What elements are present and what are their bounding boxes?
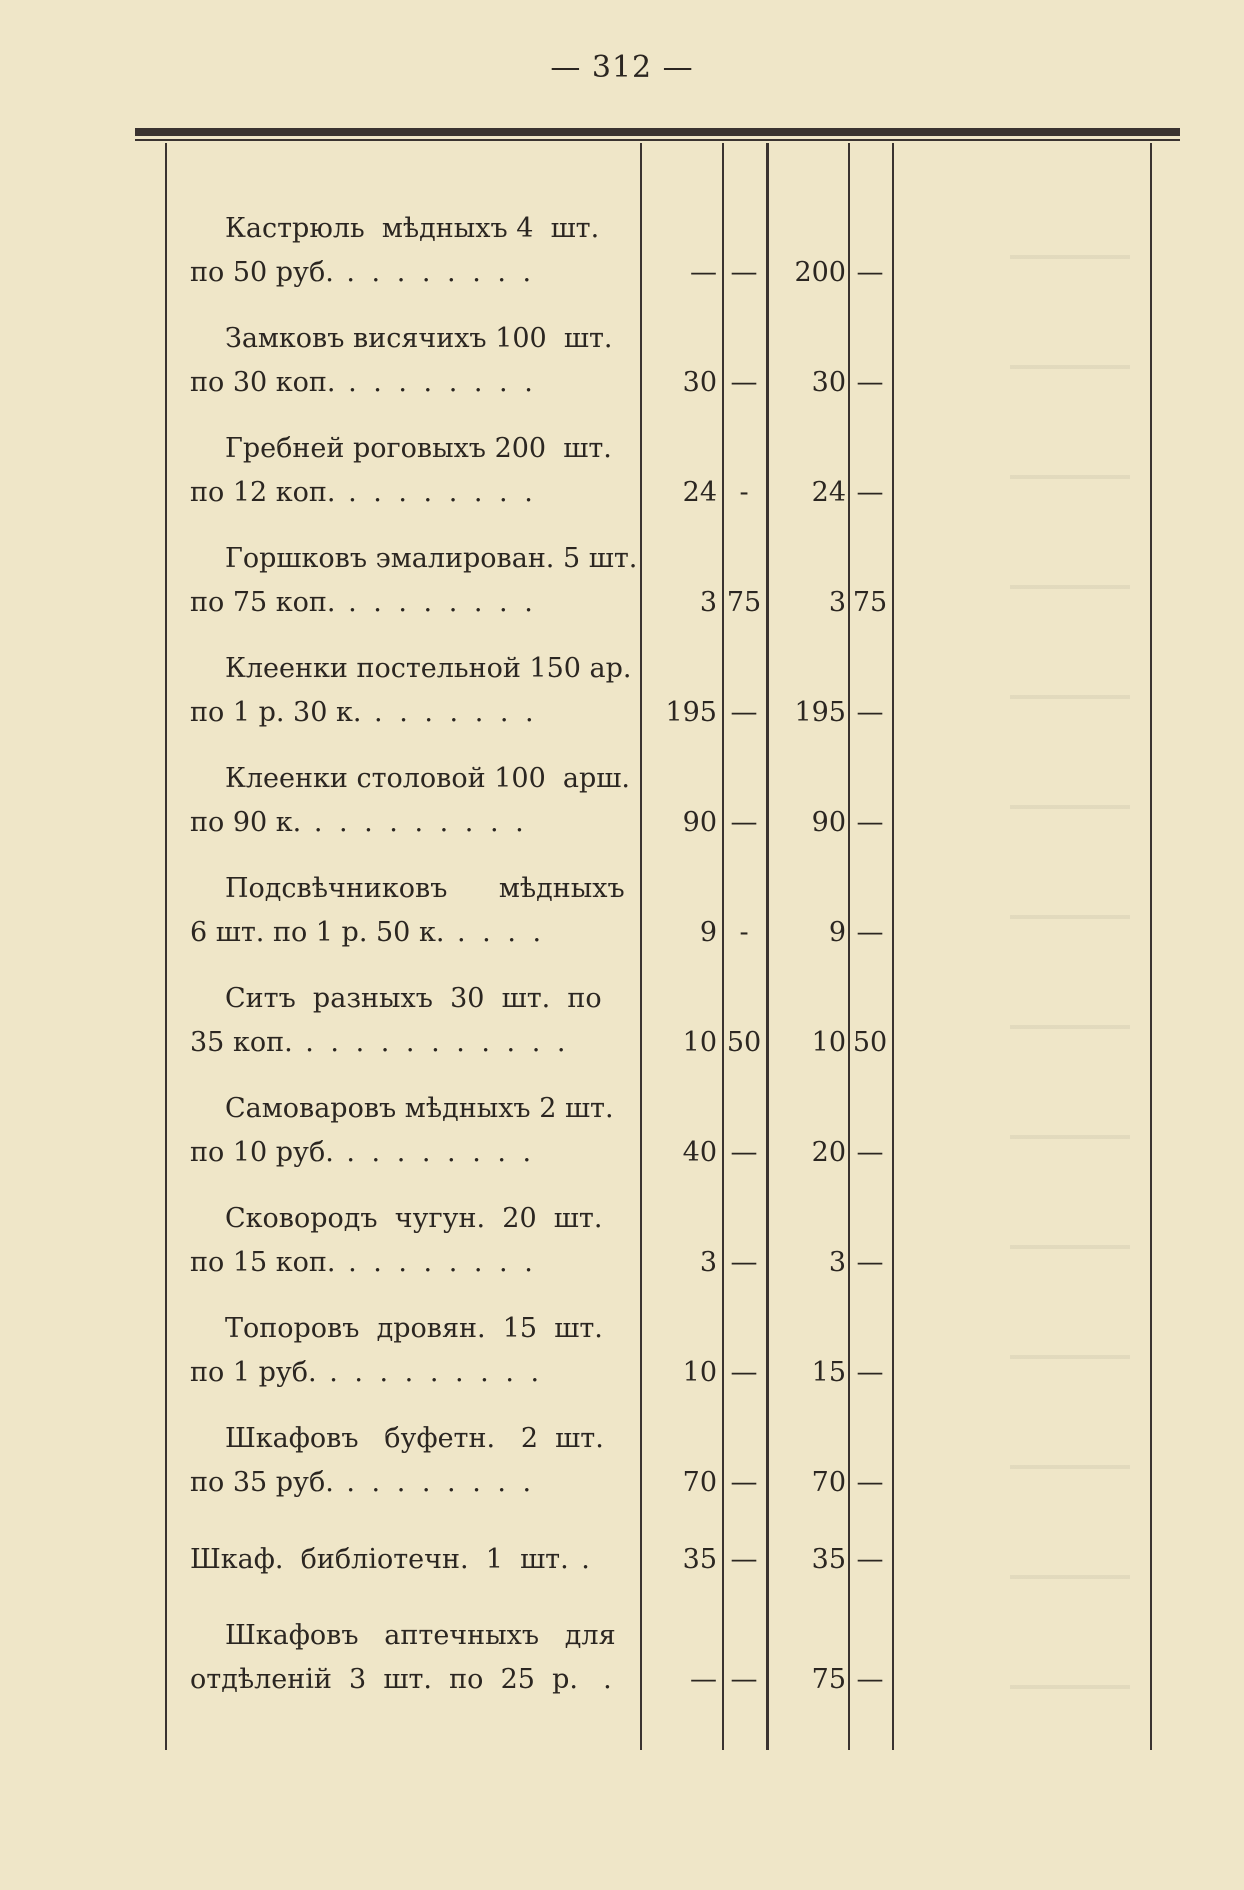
leader-dots: . . . . . . . <box>361 697 538 728</box>
leader-dots: . <box>568 1544 594 1575</box>
entry-description-text: по 12 коп. <box>190 477 336 508</box>
rubles-col2: 15 <box>811 1357 846 1388</box>
entry-description-text: 6 шт. по 1 р. 50 к. <box>190 917 445 948</box>
entry-description-line1: Замковъ висячихъ 100 шт. <box>225 323 613 354</box>
entry-description-line1: Шкафовъ буфетн. 2 шт. <box>225 1423 604 1454</box>
leader-dots: . . . . . . . . <box>335 587 537 618</box>
rubles-col2: 24 <box>811 477 846 508</box>
entry-description-text: по 50 руб. <box>190 257 334 288</box>
rubles-col2: 75 <box>811 1664 846 1695</box>
entry-description-line2 <box>190 807 528 838</box>
leader-dots: . . . . . . . . . <box>316 1357 544 1388</box>
rubles-col2: 20 <box>811 1137 846 1168</box>
entry-description-text: отдѣленій 3 шт. по 25 р. <box>190 1664 578 1695</box>
entry-description-line1: Гребней роговыхъ 200 шт. <box>225 433 612 464</box>
entry-description-text: по 1 р. 30 к. <box>190 697 362 728</box>
kopecks-col2: — <box>856 1247 884 1278</box>
entry-description-line2 <box>190 367 537 398</box>
kopecks-col2: — <box>856 1544 884 1575</box>
entry-description-text: по 35 руб. <box>190 1467 334 1498</box>
leader-dots: . . . . . . . . . . . <box>292 1027 570 1058</box>
rubles-col2: 3 <box>828 1247 846 1278</box>
leader-dots: . . . . . . . . <box>333 1467 536 1498</box>
entry-description-line2 <box>190 1247 537 1278</box>
entry-description-line2 <box>190 697 538 728</box>
rubles-col1: 35 <box>682 1544 717 1575</box>
entry-description-line2 <box>190 257 535 288</box>
entry-description-line1: Клеенки столовой 100 арш. <box>225 763 630 794</box>
entry-description-line2 <box>190 587 537 618</box>
entry-description-line1: Горшковъ эмалирован. 5 шт. <box>225 543 638 574</box>
kopecks-col1: — <box>730 1664 758 1695</box>
entry-description-text: Шкаф. библіотечн. 1 шт. <box>190 1544 569 1575</box>
kopecks-col1: — <box>730 1357 758 1388</box>
entry-description-line1: Кастрюль мѣдныхъ 4 шт. <box>225 213 600 244</box>
rubles-col1: 3 <box>699 587 717 618</box>
kopecks-col2: — <box>856 917 884 948</box>
entry-description-line1: Топоровъ дровян. 15 шт. <box>225 1313 603 1344</box>
kopecks-col1: - <box>739 917 749 948</box>
entry-description-line2 <box>190 477 537 508</box>
kopecks-col1: — <box>730 697 758 728</box>
entry-description-line1: Подсвѣчниковъ мѣдныхъ <box>225 873 625 904</box>
kopecks-col1: — <box>730 257 758 288</box>
entry-description-line2 <box>190 1467 535 1498</box>
entry-description-line1: Сковородъ чугун. 20 шт. <box>225 1203 603 1234</box>
kopecks-col2: — <box>856 807 884 838</box>
rubles-col1: 3 <box>699 1247 717 1278</box>
leader-dots: . . . . . . . . <box>335 477 537 508</box>
rubles-col1: 90 <box>682 807 717 838</box>
entry-description-line2 <box>190 1027 569 1058</box>
kopecks-col1: 50 <box>726 1027 762 1058</box>
kopecks-col2: — <box>856 257 884 288</box>
rubles-col1: 10 <box>682 1357 717 1388</box>
kopecks-col1: — <box>730 1137 758 1168</box>
rubles-col1: 195 <box>665 697 717 728</box>
entry-description-line1: Шкафовъ аптечныхъ для <box>225 1620 616 1651</box>
kopecks-col2: — <box>856 367 884 398</box>
rubles-col1: 40 <box>682 1137 717 1168</box>
rubles-col1: 70 <box>682 1467 717 1498</box>
rubles-col2: 30 <box>811 367 846 398</box>
rubles-col2: 200 <box>794 257 846 288</box>
kopecks-col1: — <box>730 1247 758 1278</box>
kopecks-col2: — <box>856 697 884 728</box>
leader-dots: . . . . <box>444 917 546 948</box>
kopecks-col2: — <box>856 1664 884 1695</box>
rubles-col1: 24 <box>682 477 717 508</box>
rubles-col1: — <box>690 1664 717 1695</box>
rubles-col1: 30 <box>682 367 717 398</box>
entry-description-line1: Ситъ разныхъ 30 шт. по <box>225 983 602 1014</box>
rubles-col1: 10 <box>682 1027 717 1058</box>
entry-description-text: по 30 коп. <box>190 367 336 398</box>
kopecks-col1: 75 <box>726 587 762 618</box>
leader-dots: . <box>577 1664 616 1695</box>
entry-description-text: 35 коп. <box>190 1027 293 1058</box>
rubles-col2: 195 <box>794 697 846 728</box>
kopecks-col1: — <box>730 1544 758 1575</box>
entry-description-line2 <box>190 1664 616 1695</box>
entry-description-line2 <box>190 1544 594 1575</box>
kopecks-col2: 50 <box>852 1027 888 1058</box>
kopecks-col2: — <box>856 1467 884 1498</box>
entry-description-line1: Самоваровъ мѣдныхъ 2 шт. <box>225 1093 614 1124</box>
rubles-col1: 9 <box>699 917 717 948</box>
entry-description-text: по 1 руб. <box>190 1357 317 1388</box>
leader-dots: . . . . . . . . <box>335 1247 537 1278</box>
rubles-col1: — <box>690 257 717 288</box>
kopecks-col1: - <box>739 477 749 508</box>
kopecks-col2: — <box>856 1137 884 1168</box>
kopecks-col1: — <box>730 367 758 398</box>
entry-description-line2 <box>190 1357 543 1388</box>
kopecks-col2: — <box>856 477 884 508</box>
leader-dots: . . . . . . . . <box>333 257 536 288</box>
entry-description-line2 <box>190 917 545 948</box>
rubles-col2: 35 <box>811 1544 846 1575</box>
rubles-col2: 3 <box>828 587 846 618</box>
kopecks-col1: — <box>730 1467 758 1498</box>
leader-dots: . . . . . . . . . <box>301 807 528 838</box>
kopecks-col2: 75 <box>852 587 888 618</box>
entry-description-text: по 75 коп. <box>190 587 336 618</box>
rubles-col2: 10 <box>811 1027 846 1058</box>
kopecks-col1: — <box>730 807 758 838</box>
entry-description-text: по 15 коп. <box>190 1247 336 1278</box>
page-number: — 312 — <box>550 50 694 85</box>
leader-dots: . . . . . . . . <box>333 1137 536 1168</box>
rubles-col2: 70 <box>811 1467 846 1498</box>
kopecks-col2: — <box>856 1357 884 1388</box>
rubles-col2: 9 <box>828 917 846 948</box>
rubles-col2: 90 <box>811 807 846 838</box>
entry-description-text: по 10 руб. <box>190 1137 334 1168</box>
entry-description-line2 <box>190 1137 535 1168</box>
entry-description-line1: Клеенки постельной 150 ар. <box>225 653 632 684</box>
leader-dots: . . . . . . . . <box>335 367 537 398</box>
entry-description-text: по 90 к. <box>190 807 302 838</box>
